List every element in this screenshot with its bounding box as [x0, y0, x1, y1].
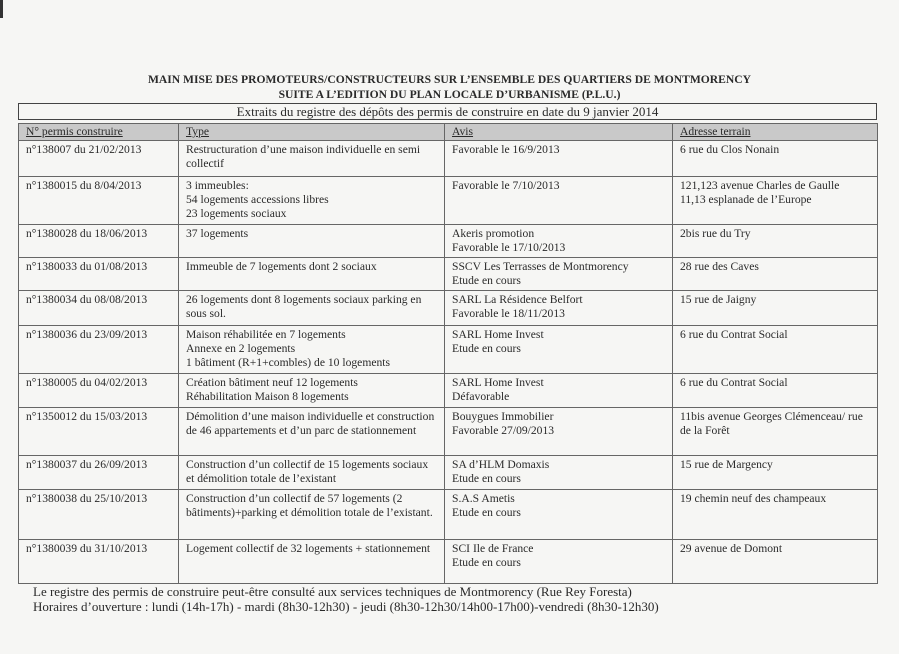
- adresse-line: 6 rue du Contrat Social: [680, 328, 788, 341]
- cell-type: [179, 408, 445, 456]
- adresse-line: 15 rue de Jaigny: [680, 293, 757, 306]
- avis-line: SCI Ile de France: [452, 542, 534, 555]
- avis-line: Favorable le 17/10/2013: [452, 241, 566, 254]
- cell-type: [179, 177, 445, 225]
- cell-type: [179, 540, 445, 584]
- scan-mark: [0, 0, 3, 18]
- type-line: Logement collectif de 32 logements + stationnement: [186, 542, 431, 555]
- type-line: 26 logements dont 8 logements sociaux parking en sous sol.: [186, 293, 422, 320]
- column-header-avis: Avis: [445, 124, 673, 141]
- document-title: MAIN MISE DES PROMOTEURS/CONSTRUCTEURS SUR L’ENSEMBLE DES QUARTIERS DE MONTMORENCY: [147, 73, 752, 86]
- cell-adresse: [673, 225, 878, 258]
- cell-permis: n°1380038 du 25/10/2013: [19, 490, 179, 540]
- table-row: [19, 141, 878, 177]
- cell-avis: [445, 141, 673, 177]
- type-line: Restructuration d’une maison individuelle en semi collectif: [186, 143, 421, 170]
- cell-type: [179, 258, 445, 291]
- table-row: [19, 177, 878, 225]
- avis-line: Etude en cours: [452, 556, 521, 569]
- cell-permis: n°1380034 du 08/08/2013: [19, 291, 179, 326]
- footer-hours: Horaires d’ouverture : lundi (14h-17h) - mardi (8h30-12h30) - jeudi (8h30-12h30/14h00-17h00)-vendredi (8h30-12h30): [33, 599, 659, 614]
- type-line: 23 logements sociaux: [186, 207, 287, 220]
- table-row: [19, 456, 878, 490]
- adresse-line: 121,123 avenue Charles de Gaulle: [680, 179, 840, 192]
- cell-adresse: [673, 326, 878, 374]
- type-line: Réhabilitation Maison 8 logements: [186, 390, 349, 403]
- type-line: Annexe en 2 logements: [186, 342, 296, 355]
- cell-permis: n°1380037 du 26/09/2013: [19, 456, 179, 490]
- cell-type: [179, 291, 445, 326]
- cell-adresse: [673, 141, 878, 177]
- adresse-line: 6 rue du Contrat Social: [680, 376, 788, 389]
- avis-line: Favorable le 7/10/2013: [452, 179, 560, 192]
- avis-line: SARL Home Invest: [452, 328, 544, 341]
- adresse-line: 19 chemin neuf des champeaux: [680, 492, 827, 505]
- table-row: [19, 225, 878, 258]
- cell-adresse: [673, 177, 878, 225]
- cell-permis: n°1380005 du 04/02/2013: [19, 374, 179, 408]
- cell-avis: [445, 374, 673, 408]
- document-title-line2: SUITE A L’EDITION DU PLAN LOCALE D’URBANISME (P.L.U.): [278, 88, 621, 101]
- cell-type: [179, 326, 445, 374]
- document-subtitle: Extraits du registre des dépôts des permis de construire en date du 9 janvier 2014: [18, 103, 877, 120]
- avis-line: Favorable le 16/9/2013: [452, 143, 560, 156]
- type-line: 54 logements accessions libres: [186, 193, 329, 206]
- cell-adresse: [673, 291, 878, 326]
- cell-avis: [445, 177, 673, 225]
- cell-permis: n°1380033 du 01/08/2013: [19, 258, 179, 291]
- avis-line: Etude en cours: [452, 274, 521, 287]
- cell-avis: [445, 225, 673, 258]
- adresse-line: 15 rue de Margency: [680, 458, 773, 471]
- cell-adresse: [673, 456, 878, 490]
- adresse-line: 2bis rue du Try: [680, 227, 751, 240]
- avis-line: Favorable le 18/11/2013: [452, 307, 565, 320]
- table-header: [19, 124, 878, 141]
- table-row: [19, 291, 878, 326]
- avis-line: Favorable 27/09/2013: [452, 424, 555, 437]
- cell-avis: [445, 258, 673, 291]
- avis-line: Bouygues Immobilier: [452, 410, 554, 423]
- type-line: 37 logements: [186, 227, 249, 240]
- avis-line: S.A.S Ametis: [452, 492, 515, 505]
- permits-table: [18, 123, 878, 584]
- type-line: Construction d’un collectif de 15 logements sociaux et démolition totale de l’existant: [186, 458, 429, 485]
- cell-type: [179, 456, 445, 490]
- column-header-adresse: Adresse terrain: [673, 124, 878, 141]
- type-line: Immeuble de 7 logements dont 2 sociaux: [186, 260, 377, 273]
- column-header-type: Type: [179, 124, 445, 141]
- table-row: [19, 490, 878, 540]
- avis-line: Etude en cours: [452, 472, 521, 485]
- cell-type: [179, 374, 445, 408]
- cell-avis: [445, 490, 673, 540]
- cell-type: [179, 490, 445, 540]
- type-line: Construction d’un collectif de 57 logements (2 bâtiments)+parking et démolition totale de l’existant.: [186, 492, 433, 519]
- cell-permis: n°1380039 du 31/10/2013: [19, 540, 179, 584]
- column-header-permis: N° permis construire: [19, 124, 179, 141]
- cell-avis: [445, 408, 673, 456]
- cell-permis: n°1380036 du 23/09/2013: [19, 326, 179, 374]
- table-row: [19, 374, 878, 408]
- table-row: [19, 540, 878, 584]
- cell-permis: n°138007 du 21/02/2013: [19, 141, 179, 177]
- cell-adresse: [673, 408, 878, 456]
- adresse-line: 11bis avenue Georges Clémenceau/ rue de la Forêt: [680, 410, 863, 437]
- cell-permis: n°1380028 du 18/06/2013: [19, 225, 179, 258]
- type-line: Création bâtiment neuf 12 logements: [186, 376, 358, 389]
- table-row: [19, 258, 878, 291]
- type-line: Démolition d’une maison individuelle et construction de 46 appartements et d’un parc de stationnement: [186, 410, 435, 437]
- type-line: 1 bâtiment (R+1+combles) de 10 logements: [186, 356, 391, 369]
- footer-note: Le registre des permis de construire peut-être consulté aux services techniques de Montmorency (Rue Rey Foresta): [33, 584, 632, 599]
- avis-line: SSCV Les Terrasses de Montmorency: [452, 260, 629, 273]
- cell-adresse: [673, 258, 878, 291]
- cell-type: [179, 225, 445, 258]
- cell-permis: n°1350012 du 15/03/2013: [19, 408, 179, 456]
- adresse-line: 6 rue du Clos Nonain: [680, 143, 780, 156]
- avis-line: SARL Home Invest: [452, 376, 544, 389]
- avis-line: Etude en cours: [452, 342, 521, 355]
- avis-line: SARL La Résidence Belfort: [452, 293, 583, 306]
- avis-line: Akeris promotion: [452, 227, 535, 240]
- cell-adresse: [673, 490, 878, 540]
- cell-avis: [445, 540, 673, 584]
- avis-line: SA d’HLM Domaxis: [452, 458, 550, 471]
- cell-permis: n°1380015 du 8/04/2013: [19, 177, 179, 225]
- cell-avis: [445, 291, 673, 326]
- avis-line: Etude en cours: [452, 506, 521, 519]
- cell-adresse: [673, 540, 878, 584]
- type-line: 3 immeubles:: [186, 179, 249, 192]
- adresse-line: 11,13 esplanade de l’Europe: [680, 193, 812, 206]
- avis-line: Défavorable: [452, 390, 510, 403]
- table-row: [19, 408, 878, 456]
- adresse-line: 28 rue des Caves: [680, 260, 759, 273]
- cell-avis: [445, 456, 673, 490]
- table-row: [19, 326, 878, 374]
- type-line: Maison réhabilitée en 7 logements: [186, 328, 346, 341]
- cell-type: [179, 141, 445, 177]
- cell-adresse: [673, 374, 878, 408]
- cell-avis: [445, 326, 673, 374]
- adresse-line: 29 avenue de Domont: [680, 542, 783, 555]
